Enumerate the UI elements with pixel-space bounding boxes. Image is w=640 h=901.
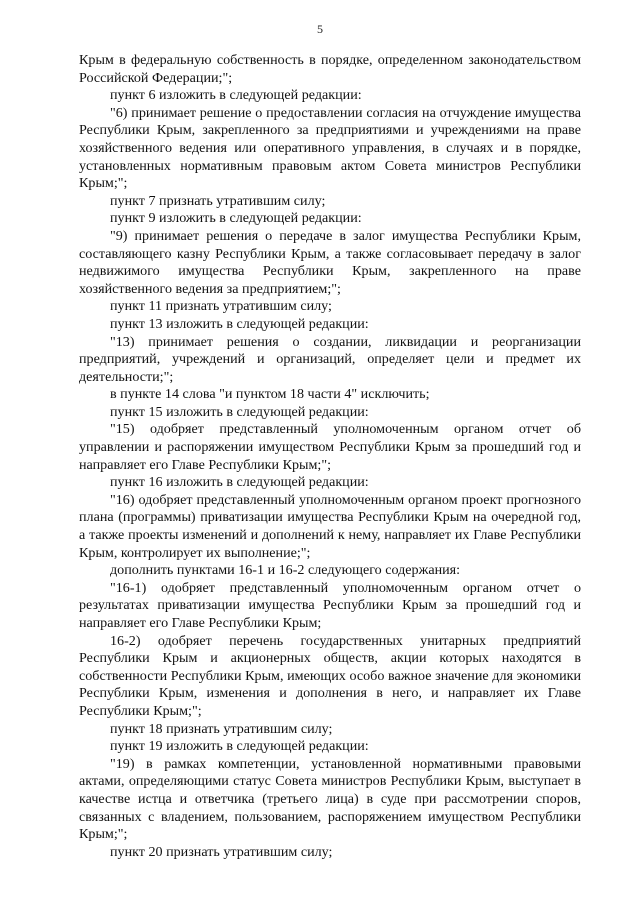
paragraph: пункт 19 изложить в следующей редакции: <box>110 738 369 755</box>
paragraph: пункт 7 признать утратившим силу; <box>110 192 326 209</box>
document-body <box>79 52 581 861</box>
paragraph: пункт 20 признать утратившим силу; <box>110 843 333 860</box>
paragraph: пункт 6 изложить в следующей редакции: <box>110 87 362 104</box>
paragraph: пункт 13 изложить в следующей редакции: <box>110 315 369 332</box>
page-number: 5 <box>317 22 323 36</box>
paragraph: в пункте 14 слова "и пунктом 18 части 4" исключить; <box>110 386 430 403</box>
paragraph: "6) принимает решение о предоставлении согласия на отчуждение имущества Республики Крым, закрепленного за предприятиями и учреждениями на праве хозяйственного ведения или оперативного управления, в случаях и в порядке, установленных нормативным правовым актом Совета министров Республики Крым;"; <box>79 104 581 192</box>
paragraph: пункт 9 изложить в следующей редакции: <box>110 210 362 227</box>
paragraph: Крым в федеральную собственность в порядке, определенном законодательством Российской Федерации;"; <box>79 52 581 86</box>
paragraph: "13) принимает решения о создании, ликвидации и реорганизации предприятий, учреждений и организаций, определяет цели и предмет их деятельности;"; <box>79 333 581 385</box>
paragraph: "16) одобряет представленный уполномоченным органом проект прогнозного плана (программы) приватизации имущества Республики Крым на очередной год, а также проекты изменений и дополнений к нему, направляет их Главе Республики Крым, контролирует их выполнение;"; <box>79 491 581 561</box>
paragraph: "15) одобряет представленный уполномоченным органом отчет об управлении и распоряжении имуществом Республики Крым за прошедший год и направляет его Главе Республики Крым;"; <box>79 421 581 473</box>
paragraph: "19) в рамках компетенции, установленной нормативными правовыми актами, определяющими статус Совета министров Республики Крым, выступает в качестве истца и ответчика (третьего лица) в суде при рассмотрении споров, связанных с владением, пользованием, распоряжением имуществом Республики Крым;"; <box>79 755 581 843</box>
paragraph: дополнить пунктами 16-1 и 16-2 следующего содержания: <box>110 562 461 579</box>
paragraph: пункт 18 признать утратившим силу; <box>110 720 333 737</box>
paragraph: 16-2) одобряет перечень государственных унитарных предприятий Республики Крым и акционерных обществ, акции которых находятся в собственности Республики Крым, имеющих особо важное значение для экономики Республики Крым, изменения и дополнения в него, и направляет их Главе Республики Крым;"; <box>79 632 581 719</box>
paragraph: "16-1) одобряет представленный уполномоченным органом отчет о результатах приватизации имущества Республики Крым за прошедший год и направляет его Главе Республики Крым; <box>79 579 581 631</box>
paragraph: "9) принимает решения о передаче в залог имущества Республики Крым, составляющего казну Республики Крым, а также согласовывает передачу в залог недвижимого имущества Республики Крым, закрепленного на праве хозяйственного ведения за предприятием;"; <box>79 227 581 297</box>
paragraph: пункт 15 изложить в следующей редакции: <box>110 403 369 420</box>
paragraph: пункт 16 изложить в следующей редакции: <box>110 474 369 491</box>
paragraph: пункт 11 признать утратившим силу; <box>110 298 332 315</box>
